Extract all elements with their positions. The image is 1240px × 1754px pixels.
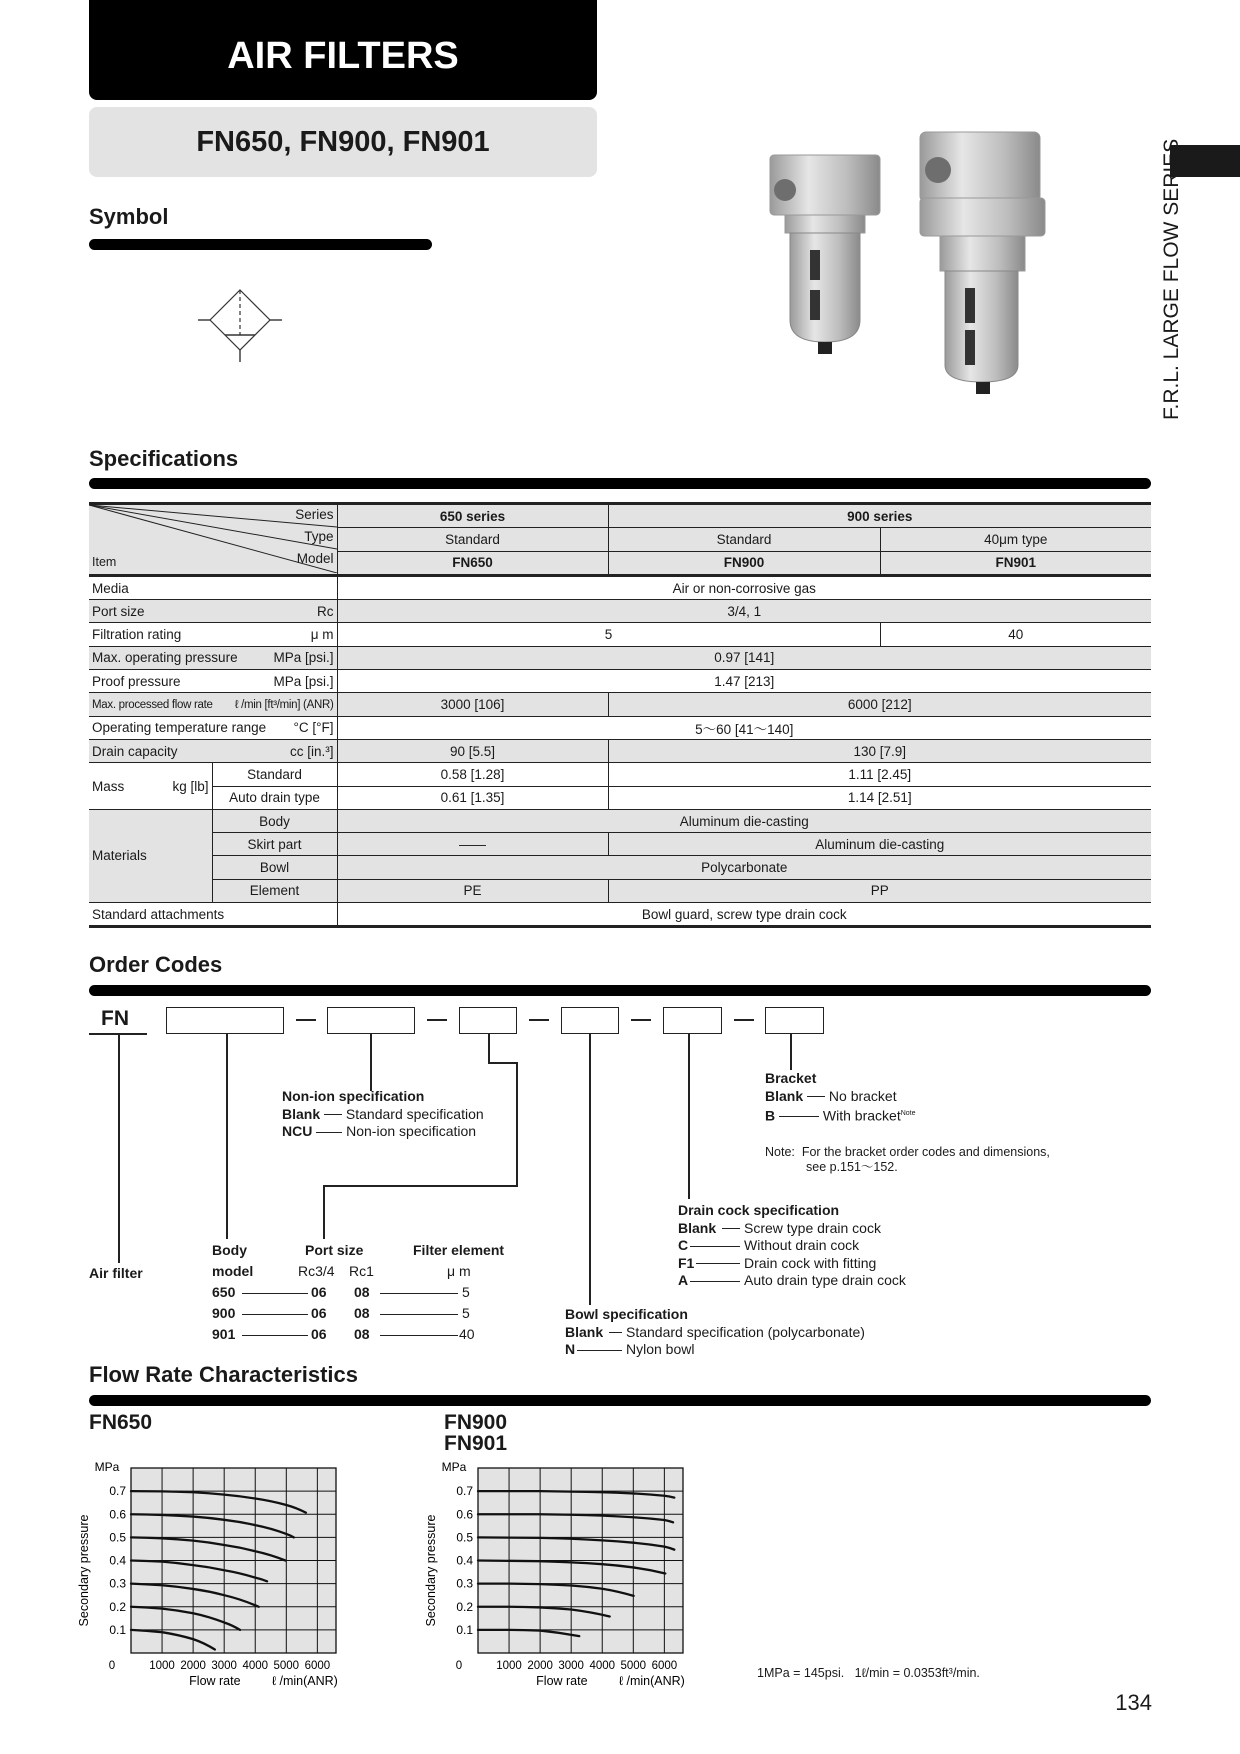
section-title-flow-rate: Flow Rate Characteristics <box>89 1362 358 1387</box>
section-title-specifications: Specifications <box>89 446 239 471</box>
x-tick-label: 5000 <box>273 1660 300 1672</box>
table-row-max-operating-pressure <box>89 646 1151 669</box>
model-code: 650 <box>212 1284 236 1300</box>
y-tick-label: 0.2 <box>109 1599 126 1614</box>
note-superscript: Note <box>900 1110 916 1117</box>
drain-cock-spec-block <box>678 1202 906 1290</box>
model-subtitle <box>89 107 597 177</box>
option-code: Blank <box>282 1105 321 1122</box>
body-model-row <box>212 1305 542 1326</box>
option-row <box>565 1341 865 1359</box>
connector-air-filter <box>118 1033 120 1263</box>
bracket-spec-block <box>765 1070 916 1125</box>
model-label: Model <box>296 551 334 566</box>
leader-line <box>380 1314 458 1315</box>
table-row-materials-body <box>89 809 1151 832</box>
option-desc: Non-ion specification <box>346 1123 477 1139</box>
filter-rating: 5 <box>462 1284 470 1300</box>
row-value: Polycarbonate <box>337 856 1151 879</box>
y-tick-label: 0.4 <box>109 1553 126 1568</box>
section-title-symbol: Symbol <box>89 204 169 229</box>
sub-label: Standard <box>212 763 337 786</box>
option-code: Blank <box>678 1219 717 1236</box>
row-label: Media <box>89 575 337 599</box>
row-value: 1.11 [2.45] <box>608 763 1151 786</box>
code-box-bowl <box>561 1007 619 1034</box>
connector-port-size-b <box>488 1062 517 1064</box>
air-filter-label: Air filter <box>89 1265 143 1281</box>
code-box-drain-cock <box>663 1007 722 1034</box>
row-value: 6000 [212] <box>608 693 1151 716</box>
label-text: Max. processed flow rate <box>92 698 213 711</box>
y-axis-label: Secondary pressure <box>77 1514 91 1627</box>
option-row <box>282 1123 484 1141</box>
specifications-table <box>89 502 1151 928</box>
unit-text: Rc <box>317 603 334 619</box>
row-value: 3/4, 1 <box>337 600 1151 623</box>
body-model-row <box>212 1326 542 1347</box>
models-text: FN650, FN900, FN901 <box>196 125 490 158</box>
flow-chart-fn900 <box>422 1450 722 1690</box>
port-size-label: Port size <box>305 1242 364 1258</box>
fn900-filter-image <box>920 132 1045 394</box>
port-code-rc1: 08 <box>354 1284 370 1300</box>
unit-text: MPa [psi.] <box>273 673 334 689</box>
label-text: Operating temperature range <box>92 720 267 736</box>
drain-cock-title: Drain cock specification <box>678 1202 840 1218</box>
body-label: Body <box>212 1242 247 1258</box>
code-dash <box>296 1019 316 1021</box>
model-label: model <box>212 1263 254 1279</box>
series-900: 900 series <box>608 504 1151 528</box>
title-text: AIR FILTERS <box>227 34 459 77</box>
port-rc34-label: Rc3/4 <box>298 1263 335 1279</box>
table-header-row-series <box>89 504 1151 528</box>
row-value: Aluminum die-casting <box>608 833 1151 856</box>
row-value: 0.97 [141] <box>337 646 1151 669</box>
row-value: Bowl guard, screw type drain cock <box>337 903 1151 927</box>
row-label <box>89 739 337 762</box>
model-fn900: FN900 <box>608 551 880 575</box>
row-value: 0.58 [1.28] <box>337 763 608 786</box>
sub-label: Element <box>212 879 337 902</box>
y-unit-label: MPa <box>94 1460 120 1474</box>
chart-title-line-1: FN900 <box>444 1411 508 1434</box>
table-row-media <box>89 575 1151 599</box>
page-number: 134 <box>1115 1690 1152 1715</box>
row-value: 3000 [106] <box>337 693 608 716</box>
option-row <box>765 1088 916 1106</box>
bracket-title: Bracket <box>765 1070 817 1086</box>
row-label: Standard attachments <box>89 903 337 927</box>
type-fn900: Standard <box>608 528 880 551</box>
label-text: Mass <box>92 778 125 794</box>
option-desc: Without drain cock <box>744 1237 860 1253</box>
x-tick-label: 4000 <box>242 1660 269 1672</box>
table-row-mass-auto-drain <box>89 786 1151 809</box>
connector-body-model <box>226 1034 228 1239</box>
table-row-materials-skirt <box>89 833 1151 856</box>
y-unit-label: MPa <box>441 1460 467 1474</box>
x-tick-label: 6000 <box>304 1660 331 1672</box>
y-axis-label: Secondary pressure <box>424 1514 438 1627</box>
filter-unit-label: μ m <box>447 1263 471 1279</box>
item-label: Item <box>92 555 117 569</box>
model-fn901: FN901 <box>880 551 1151 575</box>
row-label <box>89 600 337 623</box>
y-tick-label: 0.7 <box>109 1484 126 1499</box>
option-row <box>678 1220 906 1238</box>
x-tick-label: 5000 <box>620 1660 647 1672</box>
row-value: 1.14 [2.51] <box>608 786 1151 809</box>
row-label <box>89 716 337 739</box>
x-tick-label: 0 <box>455 1660 463 1672</box>
type-label: Type <box>304 529 334 544</box>
row-label-materials: Materials <box>89 809 212 902</box>
code-dash <box>427 1019 447 1021</box>
connector-port-size-d <box>323 1185 518 1187</box>
row-value: 0.61 [1.35] <box>337 786 608 809</box>
row-value: Air or non-corrosive gas <box>337 575 1151 599</box>
chart-title-fn900 <box>444 1412 507 1454</box>
leader-line <box>242 1293 308 1294</box>
sub-label: Skirt part <box>212 833 337 856</box>
y-tick-label: 0.5 <box>456 1530 473 1545</box>
product-photo <box>760 120 1060 400</box>
row-value: Aluminum die-casting <box>337 809 1151 832</box>
body-model-row <box>212 1284 542 1305</box>
label-text: Max. operating pressure <box>92 650 238 666</box>
option-desc: Standard specification <box>345 1105 484 1122</box>
option-desc: With bracket <box>822 1107 901 1124</box>
unit-text: cc [in.³] <box>289 743 334 759</box>
page-title <box>89 0 597 100</box>
section-title-order-codes: Order Codes <box>89 952 223 977</box>
table-row-operating-temperature <box>89 716 1151 739</box>
table-row-materials-bowl <box>89 856 1151 879</box>
port-code-rc34: 06 <box>311 1326 327 1342</box>
label-text: Port size <box>92 603 145 619</box>
bowl-spec-block <box>565 1306 865 1359</box>
section-bar-flow-rate <box>89 1395 1151 1406</box>
port-code-rc34: 06 <box>311 1284 327 1300</box>
x-tick-label: 0 <box>108 1660 116 1672</box>
option-code: NCU <box>282 1123 313 1139</box>
sub-label: Body <box>212 809 337 832</box>
connector-bowl <box>589 1034 591 1305</box>
row-value: PE <box>337 879 608 902</box>
body-model-table <box>212 1242 542 1347</box>
x-unit-label: ℓ /min(ANR) <box>272 1674 338 1688</box>
x-tick-label: 4000 <box>589 1660 616 1672</box>
y-tick-label: 0.2 <box>456 1599 473 1614</box>
x-tick-label: 2000 <box>180 1660 206 1672</box>
type-fn901: 40μm type <box>880 528 1151 551</box>
non-ion-spec-block <box>282 1088 484 1141</box>
option-code: Blank <box>565 1323 604 1340</box>
port-code-rc1: 08 <box>354 1305 370 1321</box>
row-value: 5～60 [41～140] <box>337 716 1151 739</box>
option-code: A <box>678 1272 689 1288</box>
side-tab-label: F.R.L. LARGE FLOW SERIES <box>1160 138 1183 420</box>
y-tick-label: 0.5 <box>109 1530 126 1545</box>
option-desc: Auto drain type drain cock <box>744 1272 906 1288</box>
code-dash <box>734 1019 754 1021</box>
table-row-attachments <box>89 903 1151 927</box>
unit-text: ℓ /min [ft³/min] (ANR) <box>234 698 334 711</box>
sub-label: Bowl <box>212 856 337 879</box>
label-text: Filtration rating <box>92 627 182 643</box>
row-value: 90 [5.5] <box>337 739 608 762</box>
y-tick-label: 0.6 <box>456 1507 473 1522</box>
option-row <box>565 1324 865 1342</box>
filter-rating: 40 <box>459 1326 475 1342</box>
row-label-mass <box>89 763 212 810</box>
table-row-mass-standard <box>89 763 1151 786</box>
code-dash <box>529 1019 549 1021</box>
table-row-materials-element <box>89 879 1151 902</box>
filter-element-label: Filter element <box>413 1242 505 1258</box>
option-code: Blank <box>765 1087 804 1104</box>
option-desc: No bracket <box>828 1087 897 1104</box>
x-unit-label: ℓ /min(ANR) <box>619 1674 685 1688</box>
connector-bracket <box>790 1034 792 1070</box>
x-axis-label: Flow rate <box>189 1674 241 1688</box>
note-line-1: For the bracket order codes and dimensions, <box>801 1145 1050 1159</box>
y-tick-label: 0.1 <box>456 1622 473 1637</box>
leader-line <box>380 1293 458 1294</box>
option-row <box>282 1106 484 1124</box>
connector-port-size-a <box>488 1034 490 1063</box>
note-line-2: see p.151～152. <box>806 1160 898 1174</box>
row-label <box>89 646 337 669</box>
code-dash <box>631 1019 651 1021</box>
x-tick-label: 3000 <box>211 1660 237 1672</box>
table-row-proof-pressure <box>89 670 1151 693</box>
unit-text: kg [lb] <box>172 778 209 794</box>
unit-text: μ m <box>310 627 334 643</box>
model-code: 901 <box>212 1326 236 1342</box>
code-box-port-size <box>459 1007 517 1034</box>
type-fn650: Standard <box>337 528 608 551</box>
option-code: F1 <box>678 1254 695 1271</box>
leader-line <box>242 1335 308 1336</box>
x-tick-label: 2000 <box>527 1660 553 1672</box>
bowl-title: Bowl specification <box>565 1306 688 1322</box>
option-row <box>765 1105 916 1125</box>
leader-line <box>380 1335 458 1336</box>
row-value: 40 <box>880 623 1151 646</box>
table-row-filtration <box>89 623 1151 646</box>
x-tick-label: 1000 <box>496 1660 522 1672</box>
filter-symbol-icon <box>190 280 290 380</box>
x-tick-label: 1000 <box>149 1660 175 1672</box>
row-label <box>89 623 337 646</box>
option-desc: Standard specification (polycarbonate) <box>626 1323 865 1340</box>
row-label <box>89 670 337 693</box>
connector-non-ion <box>370 1034 372 1091</box>
section-bar-specifications <box>89 478 1151 489</box>
option-row <box>678 1255 906 1273</box>
series-650: 650 series <box>337 504 608 528</box>
connector-drain-cock <box>688 1034 690 1199</box>
y-tick-label: 0.4 <box>456 1553 473 1568</box>
port-code-rc1: 08 <box>354 1326 370 1342</box>
section-bar-order-codes <box>89 985 1151 996</box>
row-value: 5 <box>337 623 880 646</box>
order-code-prefix: FN <box>101 1007 129 1030</box>
table-row-max-flow <box>89 693 1151 716</box>
unit-conversion-note: 1MPa = 145psi. 1ℓ/min = 0.0353ft³/min. <box>757 1666 980 1680</box>
code-box-non-ion <box>327 1007 415 1034</box>
row-label <box>89 693 337 716</box>
connector-port-size-e <box>323 1185 325 1239</box>
code-box-bracket <box>765 1007 824 1034</box>
option-code: N <box>565 1341 576 1357</box>
x-tick-label: 6000 <box>651 1660 678 1672</box>
y-tick-label: 0.1 <box>109 1622 126 1637</box>
row-value: —— <box>337 833 608 856</box>
note-label: Note: <box>765 1145 795 1159</box>
chart-title-fn650: FN650 <box>89 1411 153 1434</box>
option-code: B <box>765 1107 776 1124</box>
body-model-rows <box>212 1284 542 1347</box>
flow-chart-fn650 <box>75 1450 375 1690</box>
row-value: PP <box>608 879 1151 902</box>
x-axis-label: Flow rate <box>536 1674 588 1688</box>
port-rc1-label: Rc1 <box>349 1263 374 1279</box>
table-row-drain-capacity <box>89 739 1151 762</box>
option-desc: Screw type drain cock <box>744 1219 881 1236</box>
y-tick-label: 0.6 <box>109 1507 126 1522</box>
label-text: Drain capacity <box>92 743 178 759</box>
fn650-filter-image <box>770 155 880 354</box>
series-label: Series <box>295 507 334 522</box>
y-tick-label: 0.3 <box>456 1576 473 1591</box>
unit-text: MPa [psi.] <box>273 650 334 666</box>
option-desc: Drain cock with fitting <box>744 1254 877 1271</box>
bracket-note <box>765 1145 1050 1175</box>
code-box-body-model <box>166 1007 284 1034</box>
chart-title-line-2: FN901 <box>444 1432 508 1455</box>
row-value: 130 [7.9] <box>608 739 1151 762</box>
model-code: 900 <box>212 1305 236 1321</box>
unit-text: °C [°F] <box>293 720 334 736</box>
port-code-rc34: 06 <box>311 1305 327 1321</box>
section-bar-symbol <box>89 239 432 250</box>
x-tick-label: 3000 <box>558 1660 584 1672</box>
y-tick-label: 0.3 <box>109 1576 126 1591</box>
header-diagonal-cell <box>89 504 337 576</box>
non-ion-title: Non-ion specification <box>282 1088 425 1104</box>
option-code: C <box>678 1237 689 1253</box>
sub-label: Auto drain type <box>212 786 337 809</box>
option-desc: Nylon bowl <box>626 1341 695 1357</box>
filter-rating: 5 <box>462 1305 470 1321</box>
model-fn650: FN650 <box>337 551 608 575</box>
y-tick-label: 0.7 <box>456 1484 473 1499</box>
row-value: 1.47 [213] <box>337 670 1151 693</box>
option-row <box>678 1272 906 1290</box>
table-row-port-size <box>89 600 1151 623</box>
leader-line <box>242 1314 308 1315</box>
label-text: Proof pressure <box>92 673 181 689</box>
option-row <box>678 1237 906 1255</box>
connector-port-size-c <box>516 1062 518 1186</box>
